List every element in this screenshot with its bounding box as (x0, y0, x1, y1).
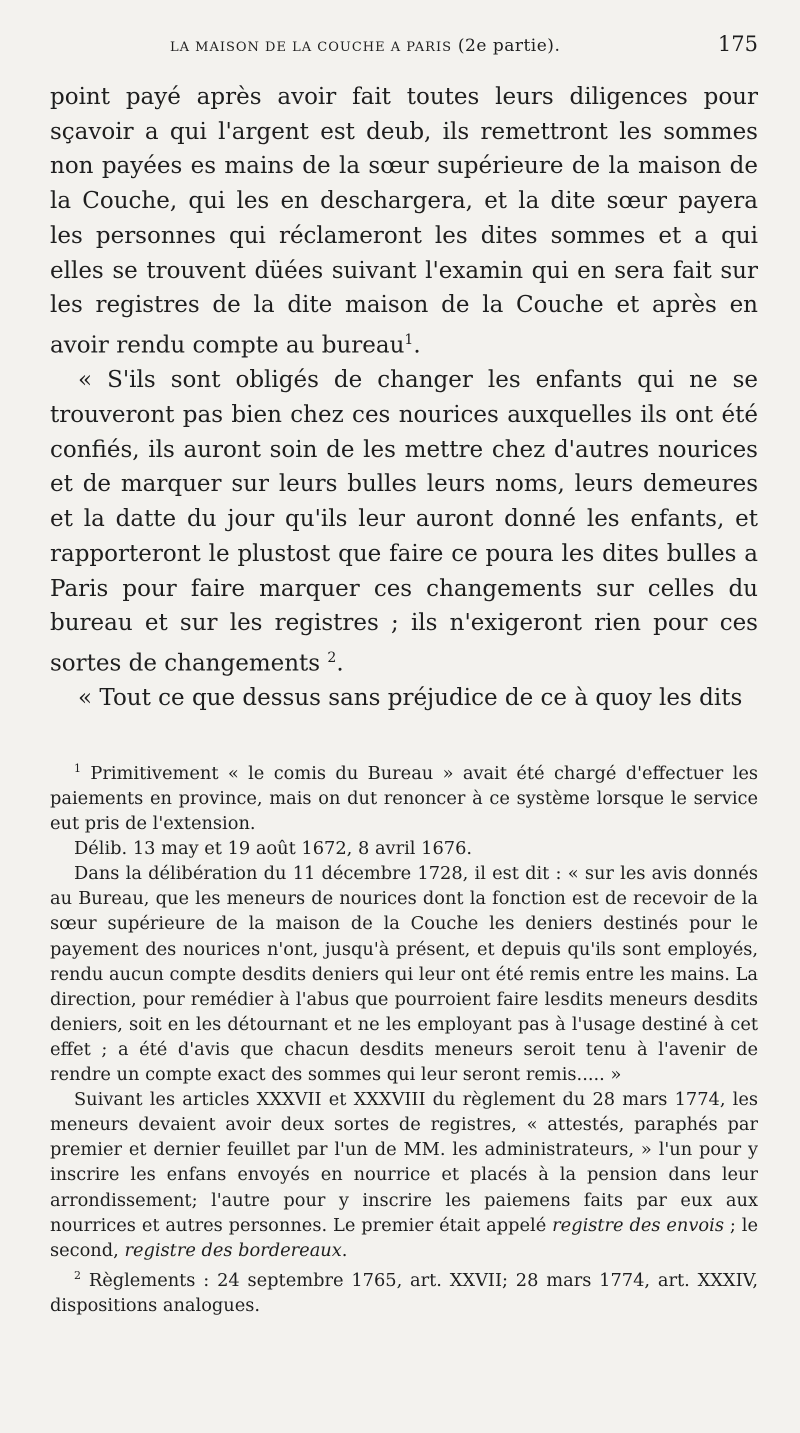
paragraph-1-end: . (413, 332, 421, 359)
footnote-1-delib: Délib. 13 may et 19 août 1672, 8 avril 1676. (74, 838, 473, 860)
footnote-2 (50, 1263, 758, 1318)
footnote-ref-1: 1 (404, 331, 414, 348)
footnote-1-italic-registre-bordereaux: registre des bordereaux (124, 1239, 342, 1261)
footnote-2-mark: 2 (74, 1268, 81, 1282)
footnote-1 (50, 756, 758, 836)
footnote-1-paragraph-3-lead: Suivant les articles XXXVII et XXXVIII du règlement du 28 mars 1774, les meneurs devaient avoir deux sortes de registres, « attestés, paraphés par premier et dernier feuillet par l'un de MM. les administrateurs, » l'un pour y inscrire les enfans envoyés en nourrice et placés à la pension dans leur arrondissement; l'autre pour y inscrire les paiemens faits par eux aux nourrices et autres personnes. Le premier était appelé (50, 1089, 758, 1236)
main-text (50, 80, 758, 716)
running-title (170, 36, 560, 56)
paragraph-2-text: « S'ils sont obligés de changer les enfants qui ne se trouveront pas bien chez ces nourices auxquelles ils ont été confiés, ils auront soin de les mettre chez d'autres nourices et de marquer sur leurs bulles leurs noms, leurs demeures et la datte du jour qu'ils leur auront donné les enfants, et rapporteront le plustost que faire ce poura les dites bulles a Paris pour faire marquer ces changements sur celles du bureau et sur les registres ; ils n'exigeront rien pour ces sortes de changements (50, 367, 758, 677)
footnote-1-italic-registre-envois: registre des envois (552, 1214, 724, 1236)
paragraph-3: « Tout ce que dessus sans préjudice de ce à quoy les dits (78, 685, 743, 712)
paragraph-2 (50, 363, 758, 681)
paragraph-1-text: point payé après avoir fait toutes leurs diligences pour sçavoir a qui l'argent est deub, ils remettront les sommes non payées es mains de la sœur supérieure de la maison de la Couche, qui les en deschargera, et la dite sœur payera les personnes qui réclameront les dites sommes et a qui elles se trouvent düées suivant l'examin qui en sera fait sur les registres de la dite maison de la Couche et après en avoir rendu compte au bureau (50, 84, 758, 359)
running-title-smallcaps: LA MAISON DE LA COUCHE A PARIS (170, 40, 453, 55)
footnote-ref-2: 2 (327, 649, 337, 666)
footnote-1-text: Primitivement « le comis du Bureau » avait été chargé d'effectuer les paiements en province, mais on dut renoncer à ce système lorsque le service eut pris de l'extension. (50, 762, 758, 835)
footnote-1-paragraph-3-mid: ; le second, (50, 1214, 758, 1261)
footnote-1-mark: 1 (74, 762, 81, 775)
running-title-suffix: (2e partie). (452, 36, 561, 56)
footnote-1-paragraph-3 (50, 1087, 758, 1263)
footnote-2-text: Règlements : 24 septembre 1765, art. XXVII; 28 mars 1774, art. XXXIV, dispositions analogues. (50, 1269, 758, 1316)
page-number: 175 (717, 32, 758, 56)
running-header (170, 32, 758, 56)
footnotes (50, 756, 758, 1318)
footnote-1-paragraph-2: Dans la délibération du 11 décembre 1728, il est dit : « sur les avis donnés au Bureau, que les meneurs de nourices dont la fonction est de recevoir de la sœur supérieure de la maison de la Couche les deniers destinés pour le payement des nourices n'ont, jusqu'à présent, et depuis qu'ils sont employés, rendu aucun compte desdits deniers qui leur ont été remis entre les mains. La direction, pour remédier à l'abus que pourroient faire lesdits meneurs desdits deniers, soit en les détournant et ne les employant pas à l'usage destiné à cet effet ; a été d'avis que chacun desdits meneurs seroit tenu à l'avenir de rendre un compte exact des sommes qui leur seront remis..... » (50, 863, 758, 1086)
footnote-1-paragraph-3-end: . (341, 1239, 348, 1261)
paragraph-continued (50, 80, 758, 363)
paragraph-2-end: . (336, 650, 344, 677)
